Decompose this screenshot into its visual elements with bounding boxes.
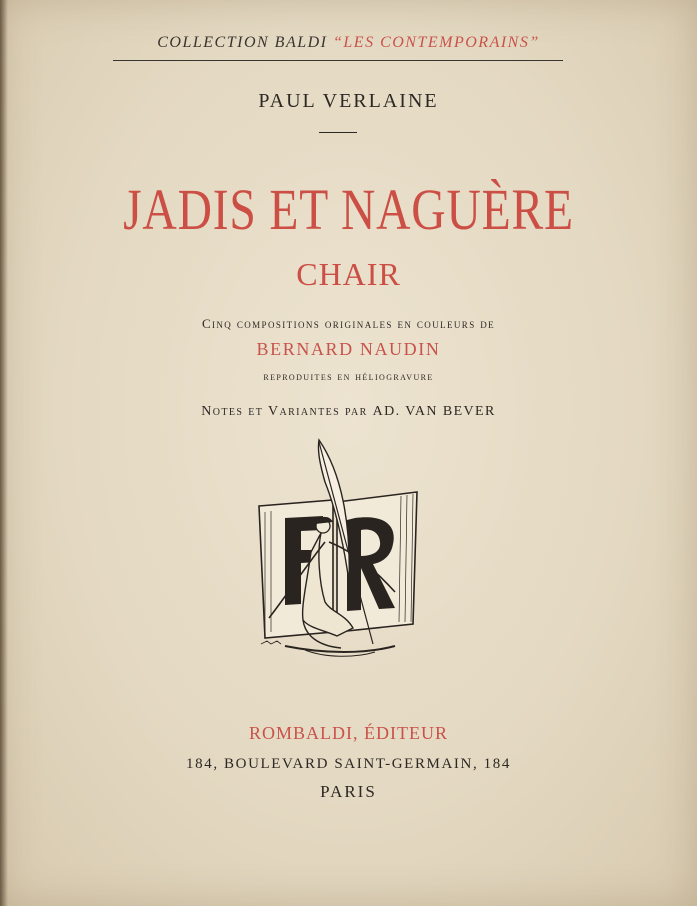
- reproduction-line: reproduites en héliogravure: [263, 369, 434, 383]
- author-rule: [319, 132, 357, 133]
- publisher-name: ROMBALDI, ÉDITEUR: [249, 723, 448, 743]
- notes-editor: AD. VAN BEVER: [372, 404, 496, 419]
- series-prefix: COLLECTION BALDI: [157, 34, 333, 51]
- author-name: PAUL VERLAINE: [258, 90, 439, 112]
- series-name: “LES CONTEMPORAINS”: [333, 34, 540, 51]
- book-subtitle: CHAIR: [296, 256, 401, 292]
- publisher-address: 184, BOULEVARD SAINT-GERMAIN, 184: [186, 756, 511, 772]
- series-rule: [113, 60, 563, 61]
- publisher-city: PARIS: [320, 782, 377, 801]
- illustrations-line: Cinq compositions originales en couleurs de: [201, 316, 496, 331]
- notes-prefix: Notes et Variantes par: [201, 404, 373, 419]
- artist-name: BERNARD NAUDIN: [256, 339, 441, 359]
- series-heading: [0, 34, 697, 52]
- notes-line: [0, 404, 697, 420]
- book-title: JADIS ET NAGUÈRE: [123, 177, 574, 242]
- publisher-mark-illustration: [245, 432, 435, 668]
